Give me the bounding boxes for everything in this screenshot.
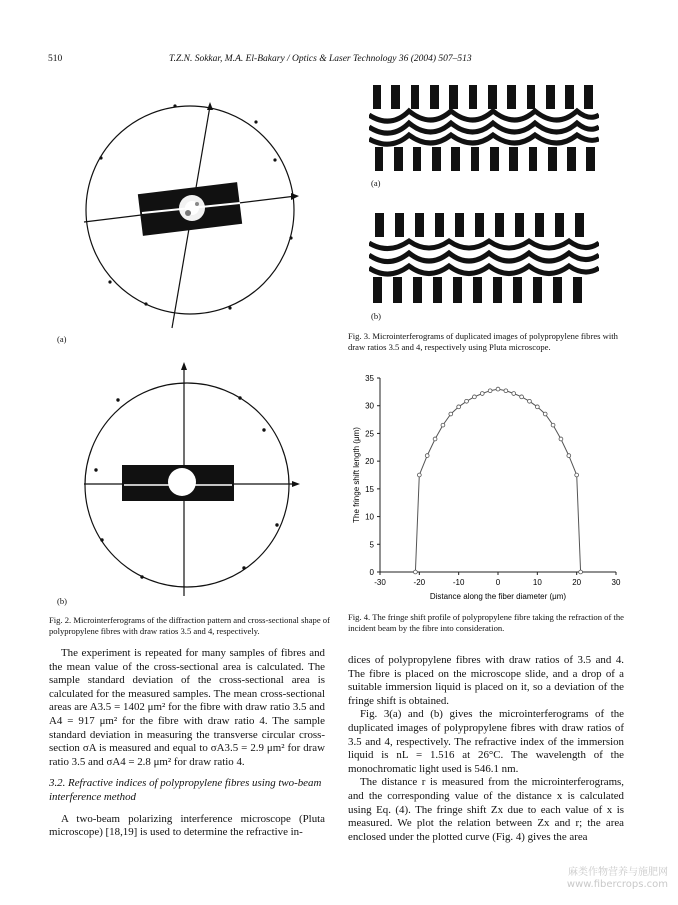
fig3a-fringe-image xyxy=(369,81,599,175)
data-point xyxy=(579,570,583,574)
fig3b-label: (b) xyxy=(371,311,381,321)
data-point xyxy=(473,395,477,399)
x-tick-label: 10 xyxy=(532,578,542,587)
y-tick-label: 0 xyxy=(369,568,374,577)
data-point xyxy=(567,454,571,458)
x-tick-label: 20 xyxy=(572,578,582,587)
fig2b-label: (b) xyxy=(57,596,67,606)
data-point xyxy=(512,392,516,396)
left-column xyxy=(49,647,325,840)
watermark-line-2: www.fibercrops.com xyxy=(566,879,668,890)
y-tick-label: 30 xyxy=(365,401,374,411)
data-point xyxy=(488,389,492,393)
x-axis-label: Distance along the fiber diameter (μm) xyxy=(429,592,567,601)
fig2a-label: (a) xyxy=(57,334,67,344)
data-point xyxy=(535,405,539,409)
data-point xyxy=(449,412,453,416)
fig4-fringe-shift-chart xyxy=(340,368,640,608)
y-tick-label: 15 xyxy=(365,484,374,494)
y-tick-label: 35 xyxy=(365,374,374,383)
fig4-caption: Fig. 4. The fringe shift profile of polypropylene fibre taking the refraction of the incident beam by the fibre into consideration. xyxy=(348,612,624,634)
data-point xyxy=(425,454,429,458)
y-tick-label: 5 xyxy=(369,540,374,550)
fig3b-fringe-image xyxy=(369,211,599,305)
data-point xyxy=(504,389,508,393)
data-point xyxy=(414,570,418,574)
data-point xyxy=(441,423,445,427)
right-paragraph-2: Fig. 3(a) and (b) gives the microinterferograms of the duplicated images of polypropylene fibres with draw ratios of 3.5 and 4, respectively. The refractive index of the immersion liquid is nL = 1.516 at 26°C. The wavelength of the monochromatic light used is 546.1 nm. xyxy=(348,708,624,775)
y-tick-label: 20 xyxy=(365,457,374,467)
y-axis-label: The fringe shift length (μm) xyxy=(352,427,361,523)
watermark xyxy=(567,867,668,891)
fig3-caption: Fig. 3. Microinterferograms of duplicated images of polypropylene fibres with draw ratios 3.5 and 4, respectively using Pluta microscope. xyxy=(348,331,618,353)
data-point xyxy=(433,437,437,441)
right-paragraph-3: The distance r is measured from the microinterferograms, and the corresponding value of the distance x is calculated using Eq. (4). The fringe shift Zx due to each value of x is measured. We plot the relation between Zx and r; the area enclosed under the plotted curve (Fig. 4) gives the area xyxy=(348,776,624,843)
data-point xyxy=(551,423,555,427)
data-point xyxy=(496,387,500,391)
fig2-caption: Fig. 2. Microinterferograms of the diffraction pattern and cross-sectional shape of polypropylene fibres with draw ratios 3.5 and 4, respectively. xyxy=(49,615,330,637)
data-point xyxy=(465,399,469,403)
left-paragraph-1: The experiment is repeated for many samples of fibres and the mean value of the cross-sectional area is calculated. The sample standard deviation of the cross-sectional area is calculated for the measured samples. The mean cross-sectional areas are A3.5 = 1402 μm² for the fibre with draw ratio 3.5 and A4 = 917 μm² for the fibre with draw ratio 4. The sample standard deviation in measuring the transverse circular cross-section σA is measured and equal to σA3.5 = 2.9 μm² for draw ratio 3.5 and σA4 = 2.8 μm² for draw ratio 4. xyxy=(49,647,325,768)
y-tick-label: 25 xyxy=(365,429,374,439)
series-line xyxy=(415,389,580,572)
data-point xyxy=(520,395,524,399)
watermark-line-1: 麻类作物营养与施肥网 xyxy=(568,867,668,878)
fig2a-diffraction-image xyxy=(70,88,320,348)
right-column xyxy=(348,654,624,844)
x-tick-label: -20 xyxy=(413,578,426,587)
fig2b-cross-section-image xyxy=(72,360,322,610)
page-number: 510 xyxy=(48,54,63,64)
data-point xyxy=(543,412,547,416)
x-tick-label: 30 xyxy=(611,578,621,587)
data-point xyxy=(575,473,579,477)
y-tick-label: 10 xyxy=(365,512,374,522)
x-tick-label: -30 xyxy=(374,578,386,587)
section-heading: 3.2. Refractive indices of polypropylene fibres using two-beam interference method xyxy=(49,777,322,803)
data-point xyxy=(559,437,563,441)
left-paragraph-2: A two-beam polarizing interference microscope (Pluta microscope) [18,19] is used to determine the refractive in- xyxy=(49,812,325,839)
data-point xyxy=(457,405,461,409)
x-tick-label: 0 xyxy=(495,578,501,587)
fig3a-label: (a) xyxy=(371,178,381,188)
data-point xyxy=(480,392,484,396)
right-paragraph-1: dices of polypropylene fibres with draw ratios of 3.5 and 4. The fibre is placed on the microscope slide, and a drop of a suitable immersion liquid is placed on it, so a deviation of the fringe shift is obtained. xyxy=(348,654,624,707)
data-point xyxy=(417,473,421,477)
x-tick-label: -10 xyxy=(452,578,465,587)
running-title: T.Z.N. Sokkar, M.A. El-Bakary / Optics & Laser Technology 36 (2004) 507–513 xyxy=(169,54,472,64)
data-point xyxy=(528,399,532,403)
